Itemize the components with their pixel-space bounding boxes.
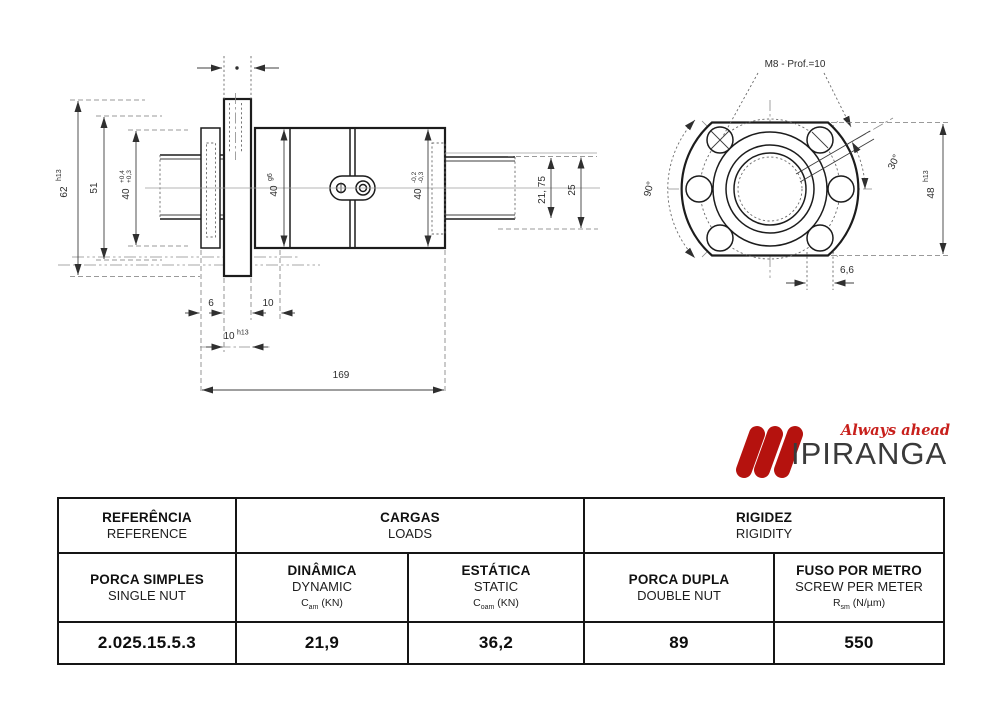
- dim-10-label: 10: [262, 298, 274, 309]
- thread-note-label: M8 - Prof.=10: [764, 59, 826, 70]
- column-double-nut-en: DOUBLE NUT: [637, 588, 721, 603]
- spec-table-values-row: [58, 622, 944, 664]
- column-screw-per-meter-en: SCREW PER METER: [795, 579, 923, 595]
- spec-table-header-row: [58, 498, 944, 553]
- value-static-cell: [408, 622, 584, 664]
- header-reference-en: REFERENCE: [106, 526, 188, 541]
- dim-10-h13-label: 10: [223, 331, 235, 342]
- header-loads-en: LOADS: [387, 526, 433, 541]
- column-static-cell: [408, 553, 584, 622]
- dim-62-tolerance-class: h13: [56, 169, 63, 181]
- dim-10-h13-tolerance-class: h13: [237, 329, 249, 337]
- dim-40-bore-tol-upper: -0,2: [411, 171, 418, 183]
- dim-51-label: 51: [89, 182, 100, 194]
- column-double-nut-pt: PORCA DUPLA: [628, 572, 730, 587]
- value-double-nut: 89: [669, 633, 689, 652]
- column-single-nut-en: SINGLE NUT: [107, 588, 186, 603]
- company-logo: [733, 421, 948, 483]
- angle-90-label: 90°: [642, 180, 657, 198]
- dimension-6-6: [786, 252, 854, 290]
- dim-40-bore-label: 40: [413, 188, 424, 200]
- value-dynamic: 21,9: [304, 633, 340, 652]
- logo-tagline: Always ahead: [841, 422, 950, 439]
- column-static-en: STATIC: [473, 579, 519, 595]
- dim-40-flange-tol-upper: +0,4: [119, 170, 126, 183]
- value-screw-per-meter: 550: [844, 633, 874, 652]
- column-dynamic-en: DYNAMIC: [292, 579, 352, 595]
- dim-25-label: 25: [567, 184, 578, 196]
- flange-width-pointers: [197, 66, 279, 69]
- dim-40-bore-tol-lower: -0,3: [418, 171, 425, 183]
- header-reference-cell: [58, 498, 236, 553]
- dim-6-6-label: 6,6: [840, 265, 854, 276]
- header-reference-pt: REFERÊNCIA: [102, 510, 192, 525]
- value-double-nut-cell: [584, 622, 774, 664]
- value-reference-cell: [58, 622, 236, 664]
- column-static-pt: ESTÁTICA: [461, 563, 531, 579]
- value-static: 36,2: [478, 633, 514, 652]
- column-dynamic-cell: [236, 553, 408, 622]
- header-rigidity-pt: RIGIDEZ: [735, 510, 793, 525]
- value-screw-per-meter-cell: [774, 622, 944, 664]
- spec-table-subheader-row: [58, 553, 944, 622]
- column-static-symbol: $C_{oam}$ (KN): [473, 597, 519, 612]
- phantom-lines: [58, 257, 320, 265]
- column-single-nut-pt: PORCA SIMPLES: [90, 572, 204, 587]
- dim-40-flange-tol-lower: +0,3: [126, 170, 133, 183]
- value-dynamic-cell: [236, 622, 408, 664]
- dim-40-flange-label: 40: [121, 188, 132, 200]
- dim-169-label: 169: [332, 370, 350, 381]
- logo-name: IPIRANGA: [791, 436, 948, 471]
- header-loads-cell: [236, 498, 584, 553]
- column-screw-per-meter-symbol: $R_{sm}$ (N/µm): [832, 597, 886, 612]
- column-dynamic-pt: DINÂMICA: [287, 563, 357, 579]
- column-dynamic-symbol: $C_{am}$ (KN): [301, 597, 343, 612]
- spec-table: [57, 497, 945, 665]
- dimension-21-75-and-25: [445, 153, 598, 229]
- value-reference: 2.025.15.5.3: [97, 633, 197, 652]
- flange: [224, 56, 251, 276]
- header-rigidity-cell: [584, 498, 944, 553]
- dim-40-g6-label: 40: [269, 185, 280, 197]
- dim-6-label: 6: [208, 298, 214, 309]
- dim-48-tolerance-class: h13: [923, 170, 930, 182]
- header-loads-pt: CARGAS: [380, 510, 440, 525]
- angle-30-label: 30°: [886, 153, 903, 172]
- dim-40-g6-fit: g6: [267, 173, 274, 181]
- column-screw-per-meter-pt: FUSO POR METRO: [796, 563, 922, 579]
- dim-48-label: 48: [926, 187, 937, 199]
- dim-21-75-label: 21, 75: [537, 176, 548, 204]
- column-double-nut-cell: [584, 553, 774, 622]
- front-view: [642, 59, 950, 290]
- column-screw-per-meter-cell: [774, 553, 944, 622]
- column-single-nut-cell: [58, 553, 236, 622]
- dim-62-label: 62: [59, 186, 70, 198]
- side-view: [56, 56, 600, 394]
- header-rigidity-en: RIGIDITY: [735, 526, 793, 541]
